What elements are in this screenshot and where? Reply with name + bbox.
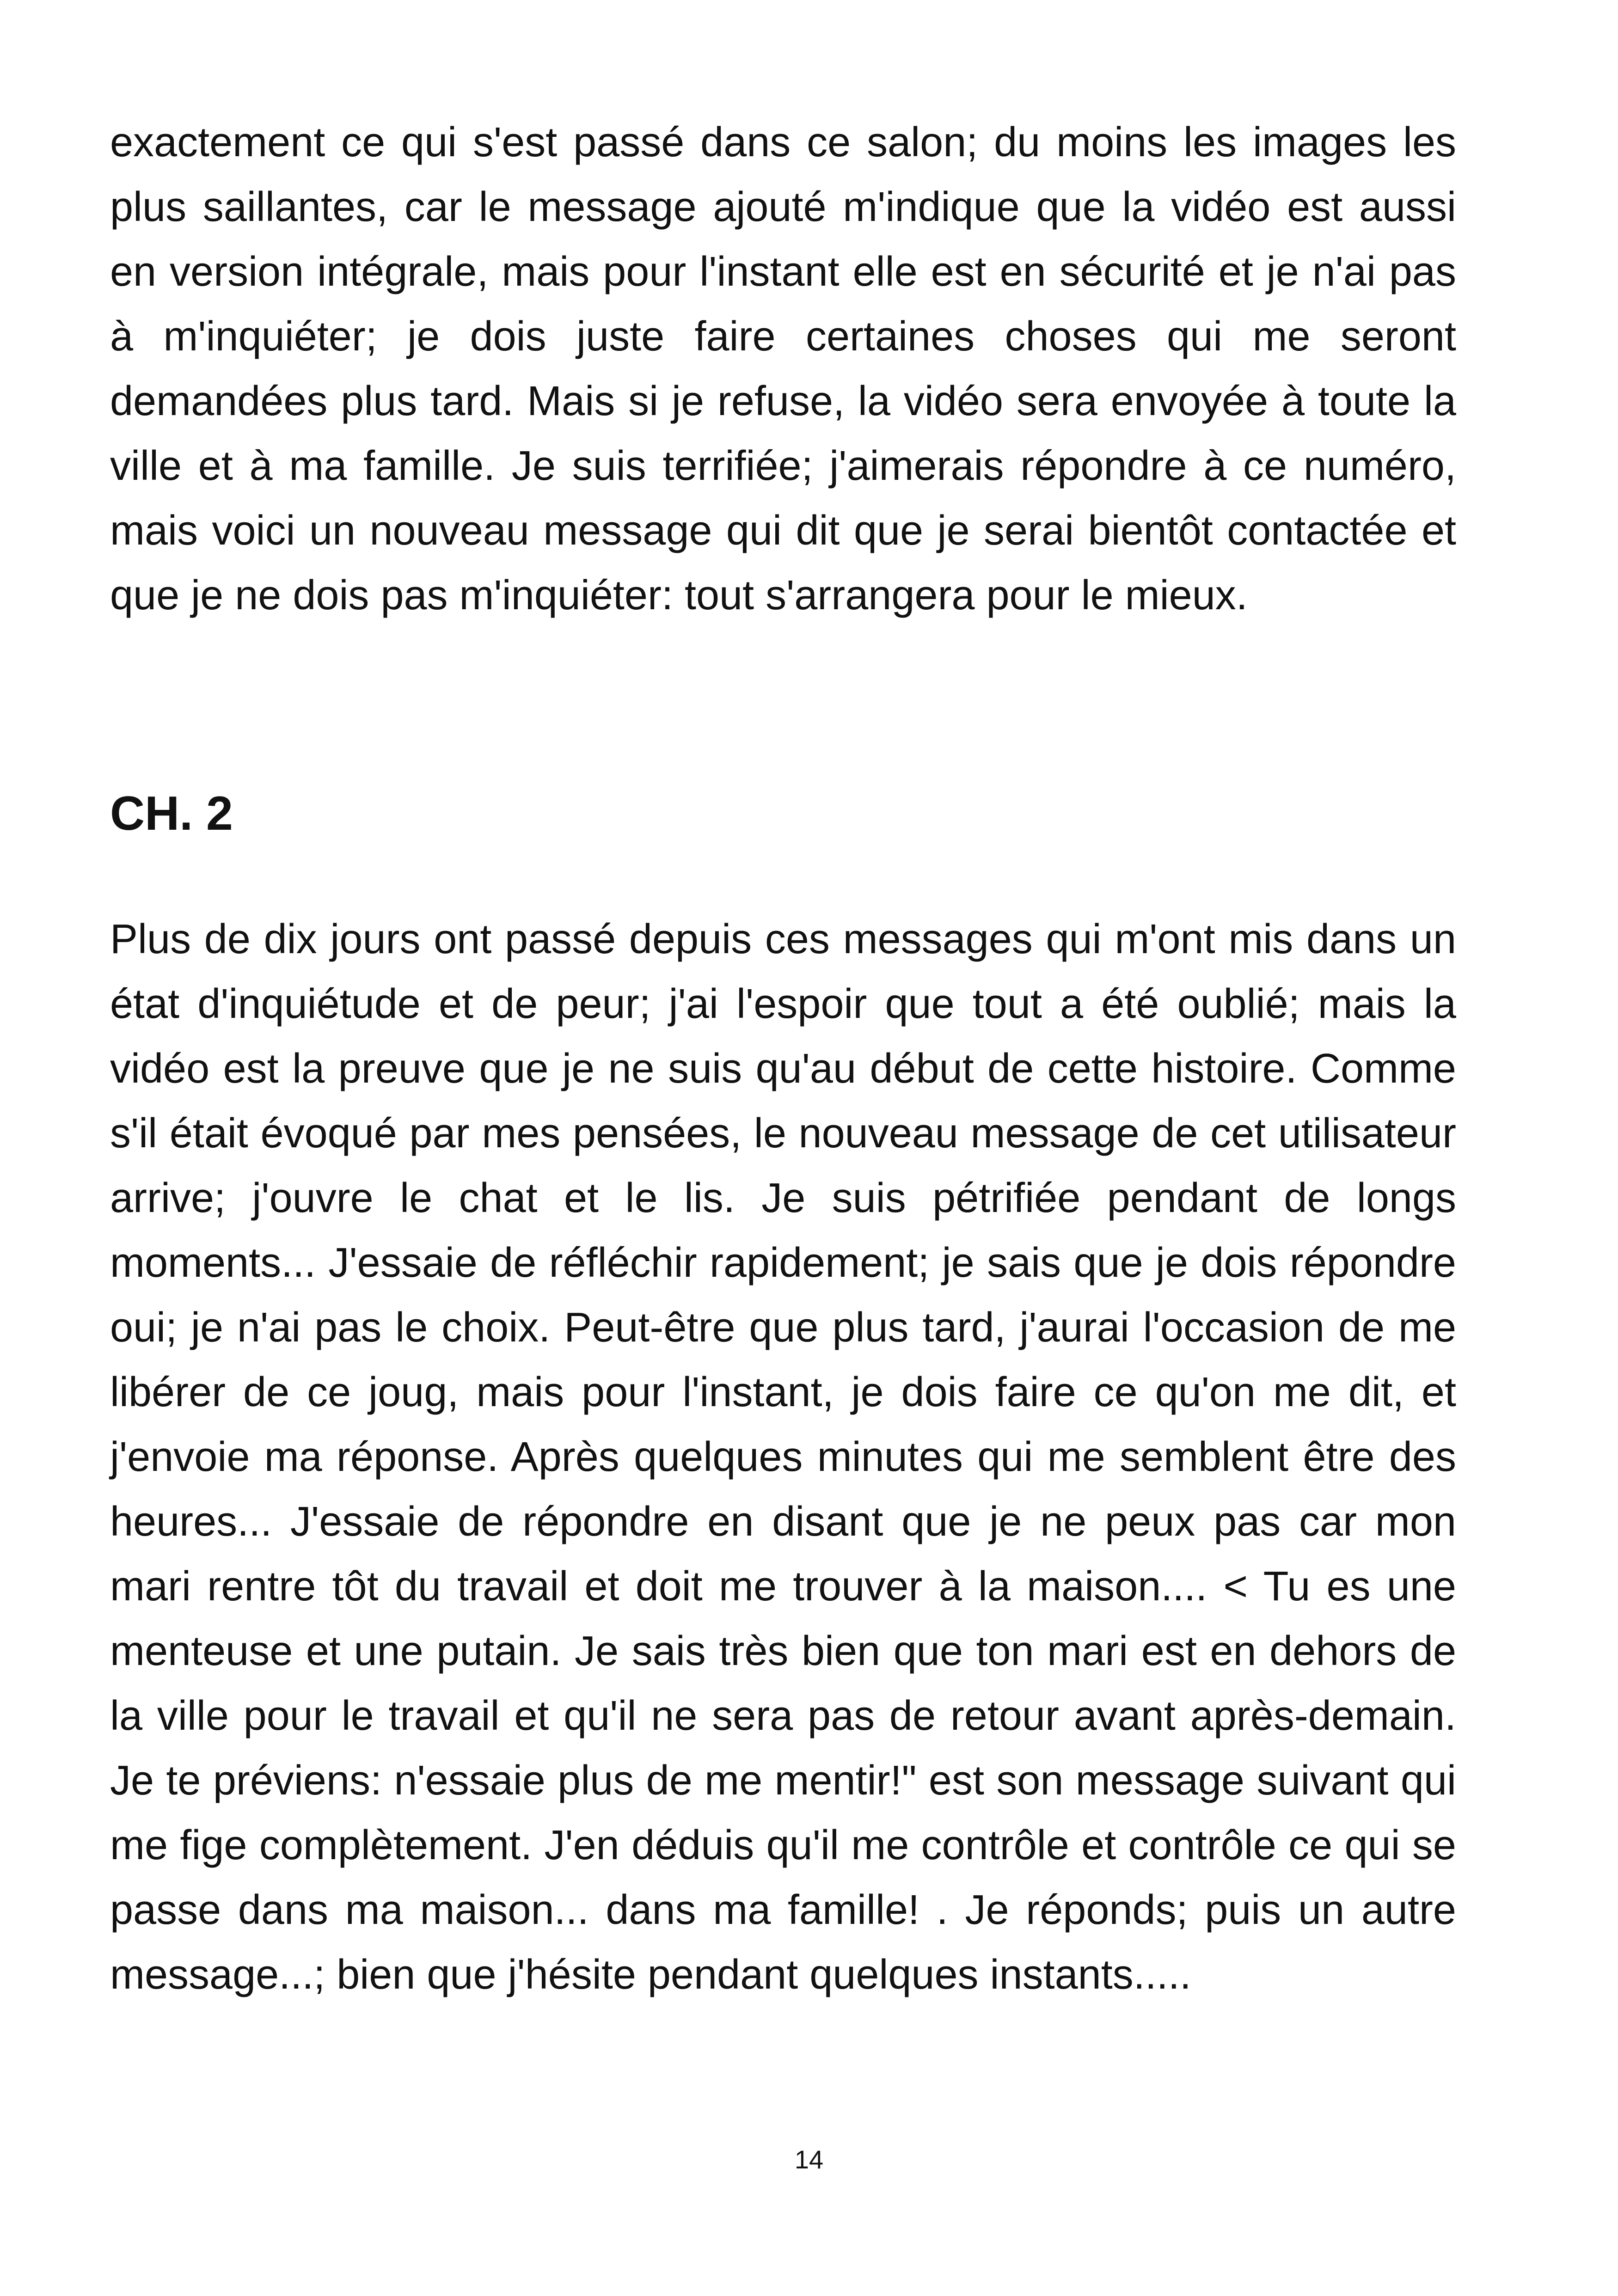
paragraph-2: Plus de dix jours ont passé depuis ces messages qui m'ont mis dans un état d'inquiétude et de peur; j'ai l'espoir que tout a été oublié; mais la vidéo est la preuve que je ne suis qu'au début de cette histoire. Comme s'il était évoqué par mes pensées, le nouveau message de cet utilisateur arrive; j'ouvre le chat et le lis. Je suis pétrifiée pendant de longs moments... J'essaie de réfléchir rapidement; je sais que je dois répondre oui; je n'ai pas le choix. Peut-être que plus tard, j'aurai l'occasion de me libérer de ce joug, mais pour l'instant, je dois faire ce qu'on me dit, et j'envoie ma réponse. Après quelques minutes qui me semblent être des heures... J'essaie de répondre en disant que je ne peux pas car mon mari rentre tôt du travail et doit me trouver à la maison.... < Tu es une menteuse et une putain. Je sais très bien que ton mari est en dehors de la ville pour le travail et qu'il ne sera pas de retour avant après-demain. Je te préviens: n'essaie plus de me mentir!" est son message suivant qui me fige complètement. J'en déduis qu'il me contrôle et contrôle ce qui se passe dans ma maison... dans ma famille! . Je réponds; puis un autre message...; bien que j'hésite pendant quelques instants..... <box>110 916 1456 1998</box>
chapter-heading: CH. 2 <box>110 787 233 840</box>
paragraph-1: exactement ce qui s'est passé dans ce salon; du moins les images les plus saillantes, car le message ajouté m'indique que la vidéo est aussi en version intégrale, mais pour l'instant elle est en sécurité et je n'ai pas à m'inquiéter; je dois juste faire certaines choses qui me seront demandées plus tard. Mais si je refuse, la vidéo sera envoyée à toute la ville et à ma famille. Je suis terrifiée; j'aimerais répondre à ce numéro, mais voici un nouveau message qui dit que je serai bientôt contactée et que je ne dois pas m'inquiéter: tout s'arrangera pour le mieux. <box>110 119 1456 618</box>
page-number: 14 <box>794 2145 824 2174</box>
